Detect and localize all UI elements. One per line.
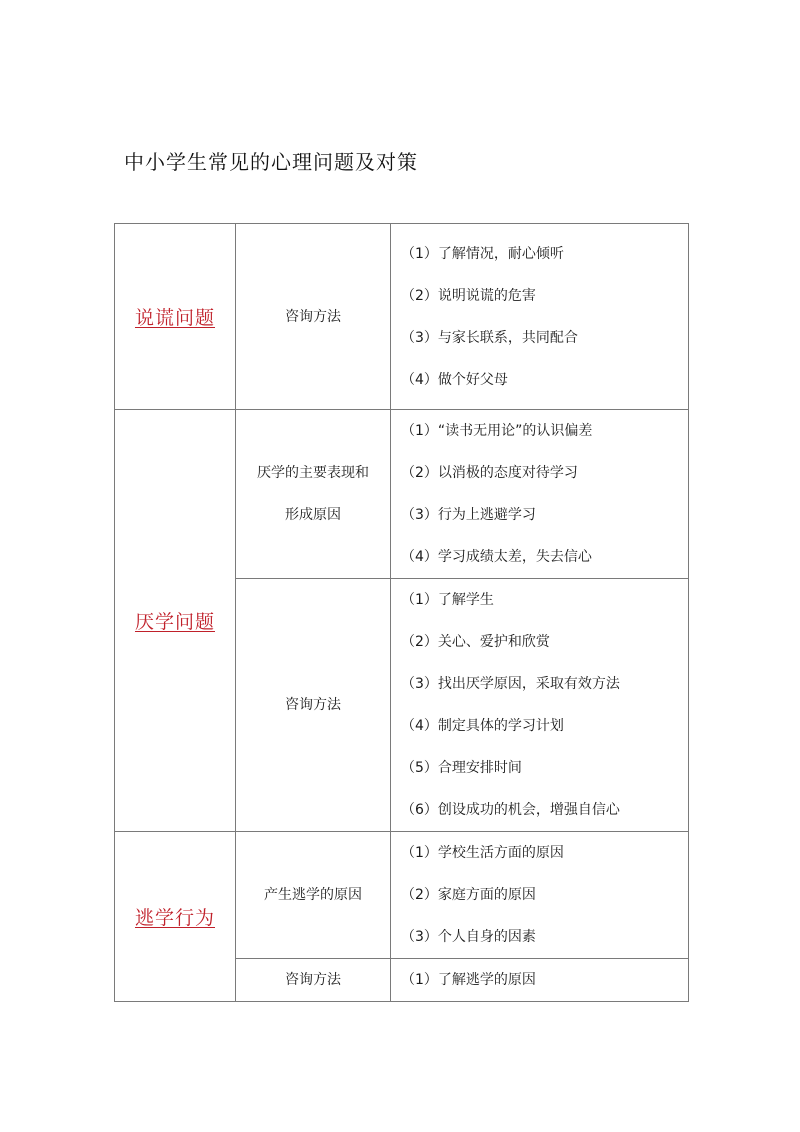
list-item: （1）了解逃学的原因 [401, 972, 536, 988]
subcategory-aversion-methods [236, 579, 391, 832]
list-item: （3）个人自身的因素 [401, 929, 536, 945]
category-label: 厌学问题 [134, 611, 215, 633]
category-label: 逃学行为 [134, 907, 215, 929]
subcategory-label: 咨询方法 [285, 308, 341, 325]
subcategory-lying-methods [236, 224, 391, 410]
subcategory-label: 产生逃学的原因 [264, 887, 362, 903]
subcategory-aversion-causes [236, 410, 391, 579]
items-lying-methods [391, 224, 689, 410]
table-row-truancy-causes [115, 832, 689, 959]
items-truancy-causes [391, 832, 689, 959]
psychology-problems-table [114, 223, 689, 1002]
items-aversion-causes [391, 410, 689, 579]
subcategory-label-line1: 厌学的主要表现和 [257, 465, 369, 481]
category-lying [115, 224, 236, 410]
subcategory-truancy-causes [236, 832, 391, 959]
list-item: （1）了解情况，耐心倾听 [401, 245, 564, 262]
document-title: 中小学生常见的心理问题及对策 [124, 150, 418, 174]
list-item: （6）创设成功的机会，增强自信心 [401, 802, 620, 818]
category-school-aversion [115, 410, 236, 832]
list-item: （1）“读书无用论”的认识偏差 [401, 423, 593, 439]
list-item: （4）制定具体的学习计划 [401, 718, 564, 734]
list-item: （5）合理安排时间 [401, 760, 522, 776]
list-item: （4）做个好父母 [401, 371, 508, 388]
subcategory-label-line2: 形成原因 [285, 507, 341, 523]
subcategory-label: 咨询方法 [285, 697, 341, 713]
items-aversion-methods [391, 579, 689, 832]
list-item: （3）找出厌学原因，采取有效方法 [401, 676, 620, 692]
list-item: （1）了解学生 [401, 592, 494, 608]
subcategory-label: 咨询方法 [285, 972, 341, 988]
list-item: （2）说明说谎的危害 [401, 287, 536, 304]
subcategory-truancy-methods [236, 959, 391, 1002]
list-item: （2）家庭方面的原因 [401, 887, 536, 903]
list-item: （2）关心、爱护和欣赏 [401, 634, 550, 650]
category-label: 说谎问题 [134, 307, 215, 329]
list-item: （4）学习成绩太差，失去信心 [401, 549, 592, 565]
table-row-school-aversion-causes [115, 410, 689, 579]
list-item: （3）行为上逃避学习 [401, 507, 536, 523]
category-truancy [115, 832, 236, 1002]
items-truancy-methods [391, 959, 689, 1002]
list-item: （2）以消极的态度对待学习 [401, 465, 578, 481]
table-row-lying [115, 224, 689, 410]
list-item: （3）与家长联系，共同配合 [401, 329, 578, 346]
list-item: （1）学校生活方面的原因 [401, 845, 564, 861]
